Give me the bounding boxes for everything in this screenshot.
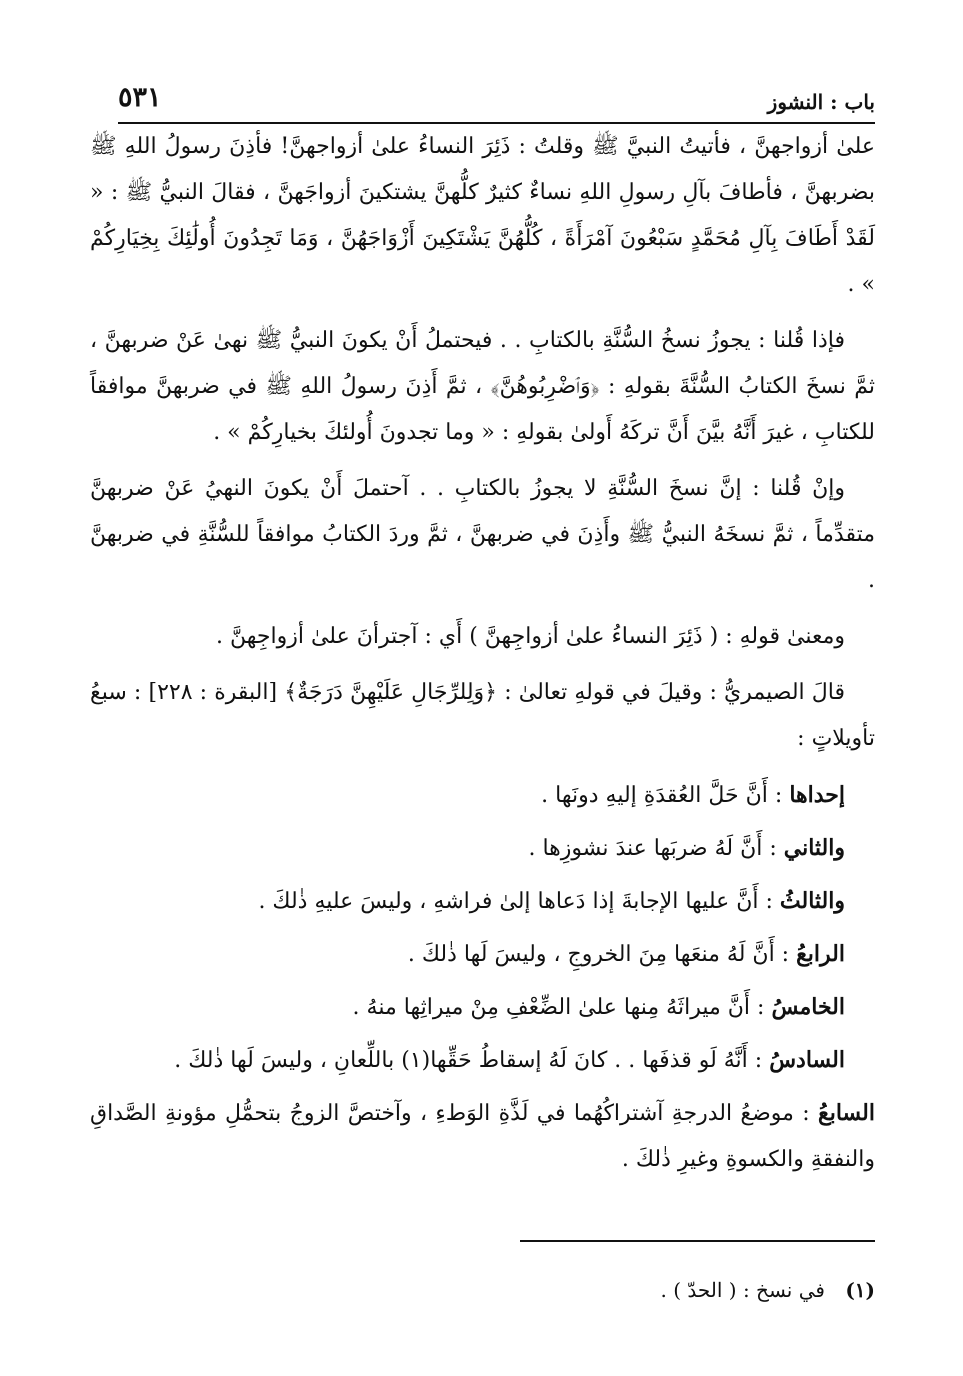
list-item-lead: والثاني — [783, 835, 845, 861]
footnote-divider — [520, 1240, 875, 1242]
paragraph: ومعنىٰ قولهِ : ( ذَئِرَ النساءُ علىٰ أزواجِهنَّ ) أَي : آجترأنَ علىٰ أزواجِهنَّ . — [216, 624, 845, 649]
list-item-lead: السابعُ — [818, 1100, 875, 1126]
paragraph: قالَ الصيمريُّ : وقيلَ في قولهِ تعالىٰ : ﴿وَلِلرِّجَالِ عَلَيْهِنَّ دَرَجَةٌ﴾ [البقرة : ٢٢٨] : سبعُ تأويلاتٍ : — [90, 680, 875, 751]
list-item-lead: والثالثُ — [779, 888, 845, 914]
list-item-text: : أَنَّ ميراثَهُ مِنها علىٰ الضِّعْفِ مِنْ ميراثِها منهُ . — [352, 995, 772, 1020]
list-item-text: : أَنَّ لَهُ منعَها مِنَ الخروجِ ، وليسَ لَها ذٰلكَ . — [407, 942, 797, 967]
page-number: ٥٣١ — [118, 82, 162, 113]
list-item-lead: إحداها — [789, 782, 845, 808]
list-item — [90, 931, 845, 978]
list-item-text: : أَنَّهُ لَو قذفَها . . كانَ لَهُ إسقاطُ حَقِّها(١) باللِّعانِ ، وليسَ لَها ذٰلكَ . — [174, 1048, 770, 1073]
list-item-text: : أَنَّ عليها الإجابةَ إذا دَعاها إلىٰ فراشهِ ، وليسَ عليهِ ذٰلكَ . — [258, 889, 780, 914]
list-item — [90, 825, 845, 872]
list-item-lead: الخامسُ — [771, 994, 845, 1020]
list-item — [90, 878, 845, 925]
list-item-text: : أَنَّ حَلَّ العُقدَةِ إليهِ دونَها . — [541, 783, 790, 808]
footnote — [300, 1278, 875, 1302]
main-text — [90, 124, 875, 1193]
running-title: باب : النشوز — [767, 90, 875, 114]
list-item — [90, 984, 845, 1031]
paragraph: وإنْ قُلنا : إنَّ نسخَ السُّنَّةِ لا يجوزُ بالكتابِ . . آحتملَ أَنْ يكونَ النهيُ عَنْ ضربهنَّ متقدِّماً ، ثمَّ نسخَهُ النبيُّ ﷺ وأَذِنَ في ضربهنَّ ، ثمَّ وردَ الكتابُ موافقاً للسُّنَّةِ في ضربهنَّ . — [90, 476, 875, 593]
list-item — [90, 1090, 875, 1183]
list-item — [90, 772, 845, 819]
list-item-lead: الرابعُ — [796, 941, 845, 967]
list-item-text: : أَنَّ لَهُ ضربَها عندَ نشوزِها . — [528, 836, 784, 861]
paragraph: فإذا قُلنا : يجوزُ نسخُ السُّنَّةِ بالكتابِ . . فيحتملُ أَنْ يكونَ النبيُّ ﷺ نهىٰ عَنْ ضربهنَّ ، ثمَّ نسخَ الكتابُ السُّنَّةَ بقولهِ : ﴿وَٱضْرِبُوهُنَّ﴾ ، ثمَّ أَذِنَ رسولُ اللهِ ﷺ في ضربهنَّ موافقاً للكتابِ ، غيرَ أَنَّهُ بيَّنَ أَنَّ تركَهُ أَولىٰ بقولهِ : « وما تجدونَ أُولئكَ بخيارِكُمْ » . — [90, 328, 875, 445]
list-item-text: : موضعُ الدرجةِ آشتراكُهُما في لَذَّةِ الوَطءِ ، وآختصَّ الزوجُ بتحمُّلِ مؤونةِ الصَّداقِ والنفقةِ والكسوةِ وغيرِ ذٰلكَ . — [90, 1101, 875, 1172]
paragraph: علىٰ أزواجهنَّ ، فأتيتُ النبيَّ ﷺ وقلتُ : ذَئِرَ النساءُ علىٰ أزواجهنَّ! فأذِنَ رسولُ اللهِ ﷺ بضربهنَّ ، فأطافَ بآلِ رسولِ اللهِ نساءٌ كثيرٌ كلُّهنَّ يشتكينَ أزواجَهنَّ ، فقالَ النبيُّ ﷺ : « لَقَدْ أَطَافَ بِآلِ مُحَمَّدٍ سَبْعُونَ آمْرَأَةً ، كُلُّهُنَّ يَشْتَكِينَ أَزْوَاجَهُنَّ ، وَمَا تَجِدُونَ أُولَٰئِكَ بِخِيَارِكُمْ » . — [90, 134, 875, 297]
list-item-lead: السادسُ — [769, 1047, 845, 1073]
list-item — [90, 1037, 845, 1084]
footnote-number: (١) — [845, 1278, 875, 1302]
page-header — [118, 82, 875, 124]
footnote-text: في نسخ : ( الحدّ ) . — [660, 1278, 825, 1302]
